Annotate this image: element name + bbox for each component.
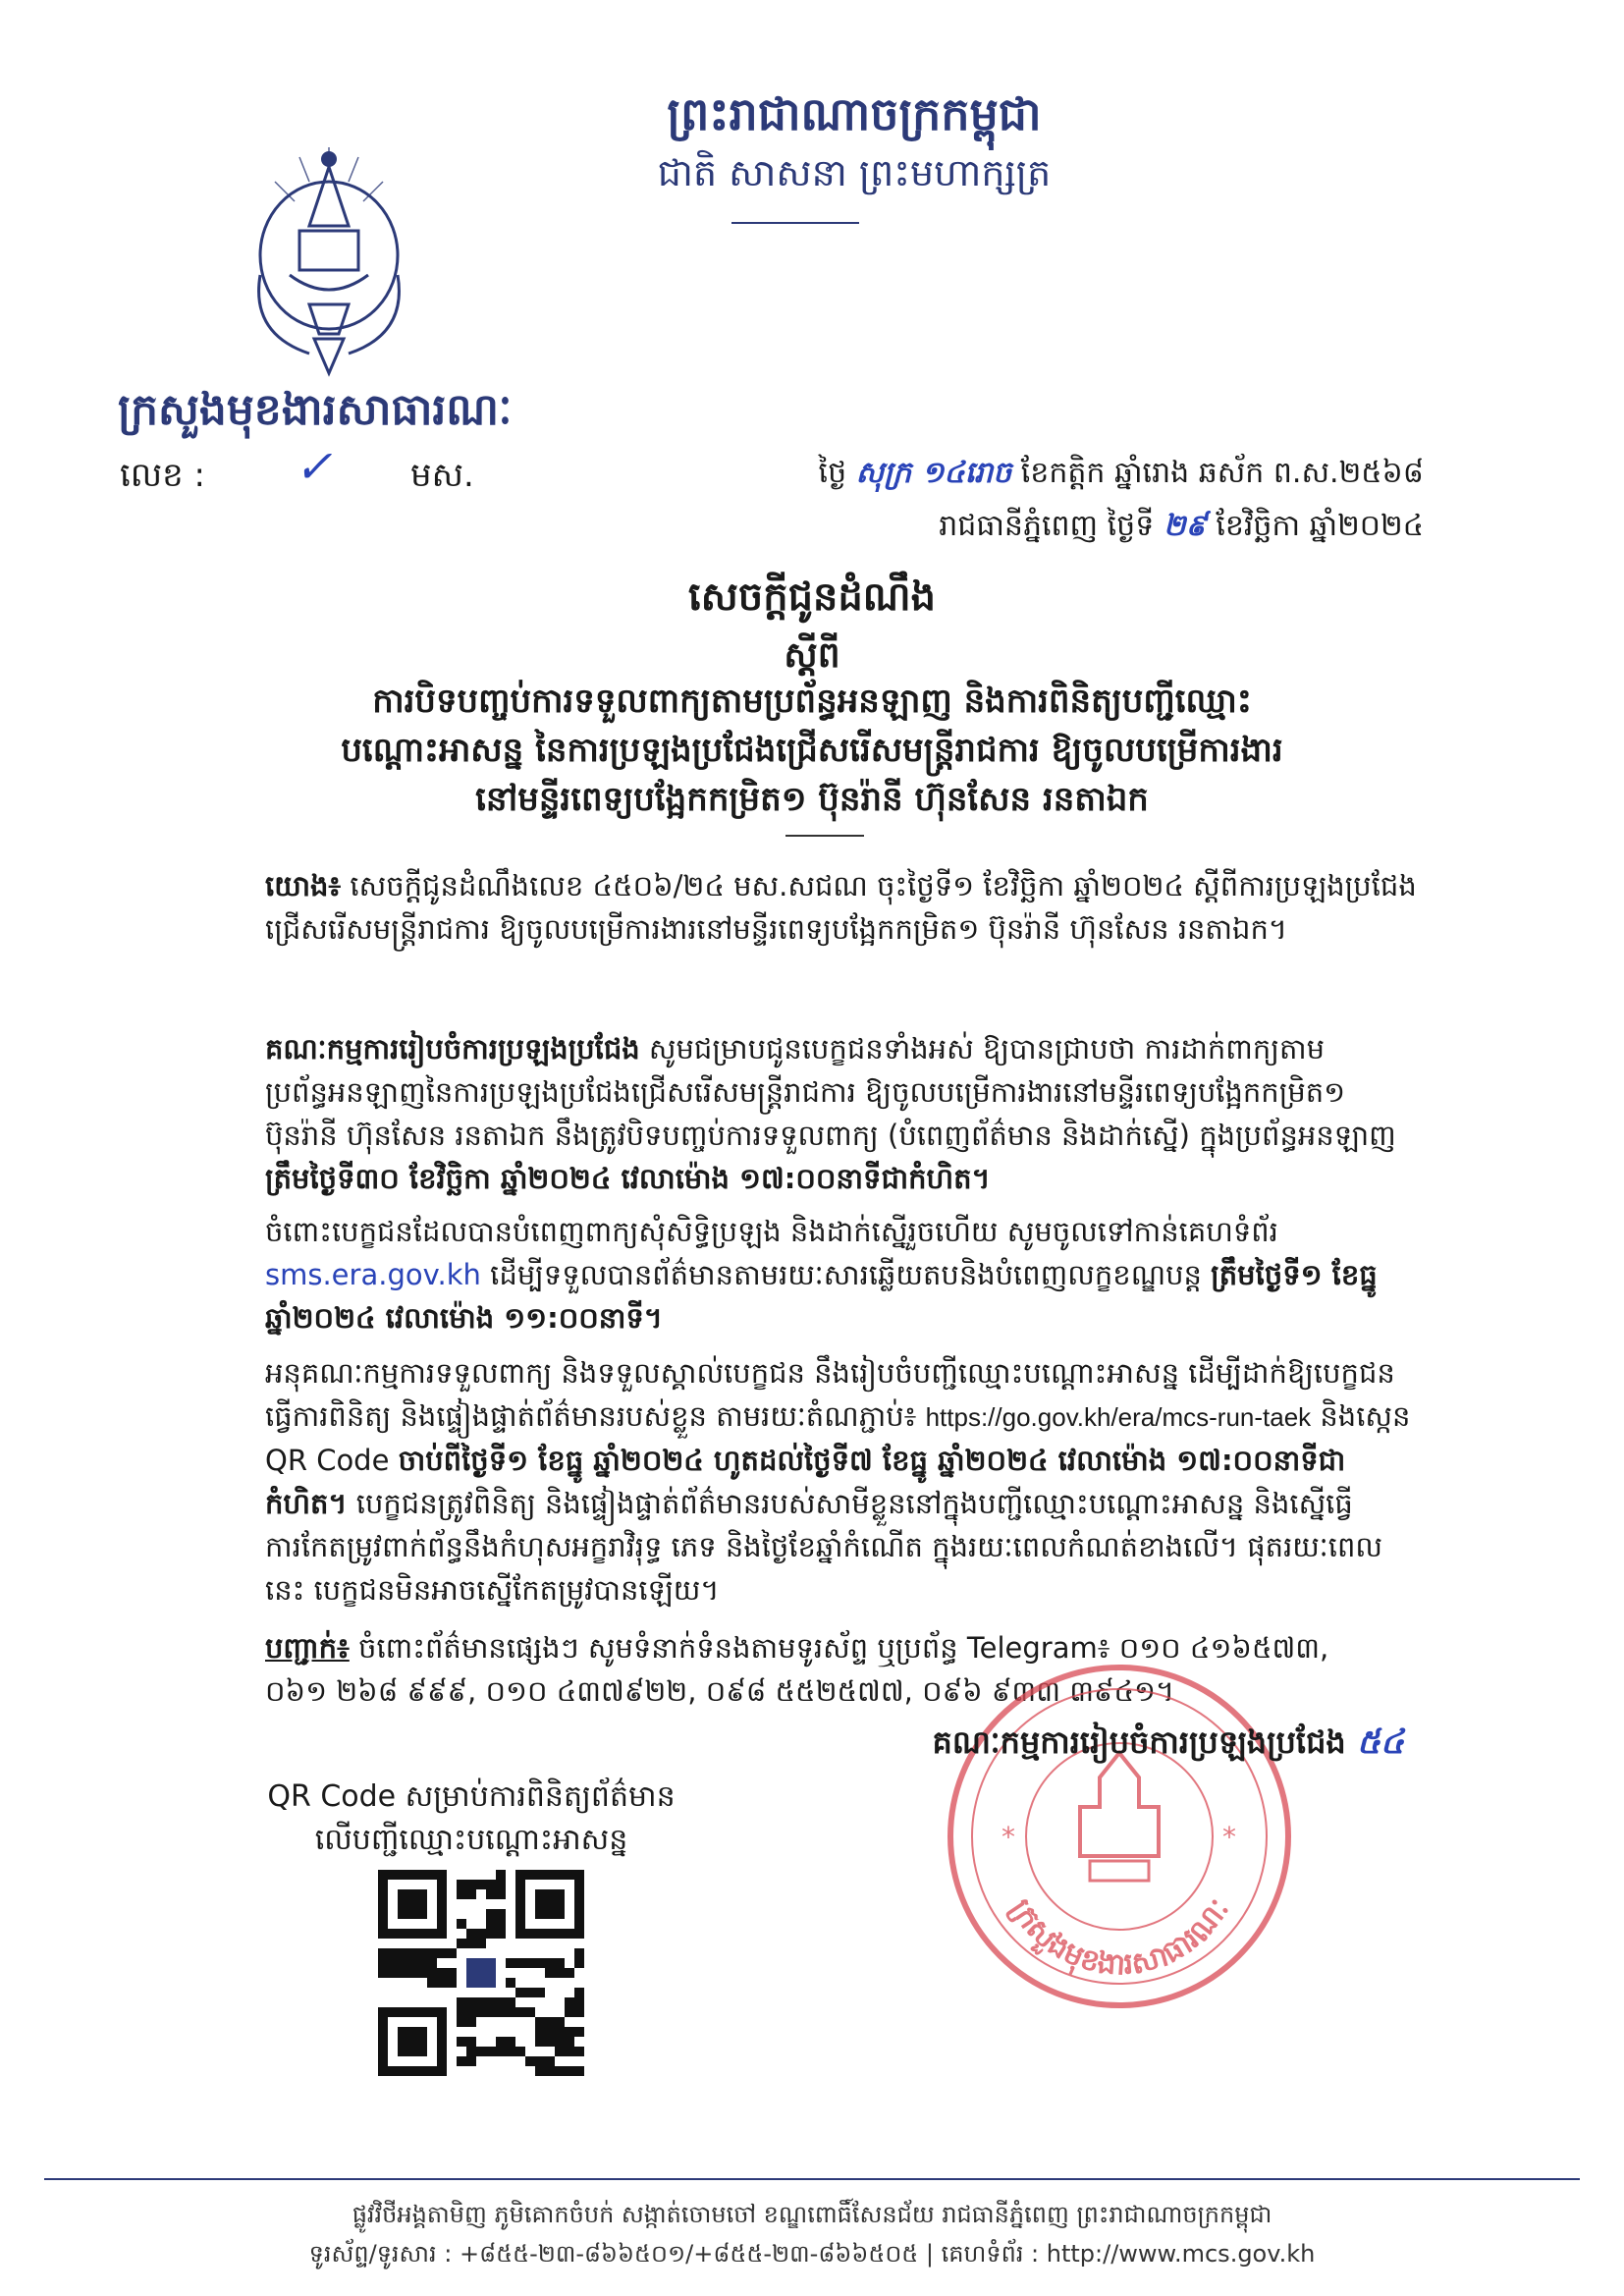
subject-line-3: នៅមន្ទីរពេទ្យបង្អែកកម្រិត១ ប៊ុនរ៉ានី ហ៊ុនសែន រនតាឯក — [475, 780, 1149, 819]
paragraph-3-text-2: និងស្កេន QR Code — [265, 1399, 1411, 1477]
ministry-emblem — [231, 137, 427, 393]
solar-date — [815, 507, 1424, 550]
reference-paragraph — [265, 864, 1424, 951]
reference-number-mark: ✓ — [295, 440, 333, 493]
qr-code[interactable] — [378, 1870, 584, 2076]
paragraph-1-text: សូមជម្រាបជូនបេក្ខជនទាំងអស់ ឱ្យបានជ្រាបថា ការដាក់ពាក្យតាមប្រព័ន្ធអនឡាញនៃការប្រឡងប្រជែងជ្រើសរើសមន្ត្រីរាជការ ឱ្យចូលបម្រើការងារនៅមន្ទីរពេទ្យបង្អែកកម្រិត១ ប៊ុនរ៉ានី ហ៊ុនសែន រនតាឯក នឹងត្រូវបិទបញ្ចប់ការទទួលពាក្យ (បំពេញព័ត៌មាន និងដាក់ស្នើ) ក្នុងប្រព័ន្ធអនឡាញ — [265, 1032, 1396, 1152]
lunar-date — [815, 454, 1424, 497]
footer-address: ផ្លូវវិថីអង្គតាមិញ ភូមិគោកចំបក់ សង្កាត់ចោមចៅ ខណ្ឌពោធិ៍សែនជ័យ រាជធានីភ្នំពេញ ព្រះរាជាណាចក្រកម្ពុជា — [352, 2201, 1272, 2228]
note-label: បញ្ជាក់៖ — [265, 1631, 350, 1665]
candidate-list-link[interactable]: https://go.gov.kh/era/mcs-run-taek — [925, 1402, 1312, 1432]
footer-divider — [44, 2178, 1580, 2180]
paragraph-1 — [265, 1027, 1414, 1200]
svg-text:*: * — [1222, 1821, 1236, 1853]
subject-divider — [785, 835, 864, 837]
paragraph-1-lead: គណៈកម្មការរៀបចំការប្រឡងប្រជែង — [265, 1032, 640, 1066]
paragraph-3-text-3: បេក្ខជនត្រូវពិនិត្យ និងផ្ទៀងផ្ទាត់ព័ត៌មានរបស់សាមីខ្លួននៅក្នុងបញ្ជីឈ្មោះបណ្តោះអាសន្ន និងស្នើធ្វើការកែតម្រូវពាក់ព័ន្ធនឹងកំហុសអក្ខរាវិរុទ្ធ ភេទ និងថ្ងៃខែឆ្នាំកំណើត ក្នុងរយៈពេលកំណត់ខាងលើ។ ផុតរយៈពេលនេះ បេក្ខជនមិនអាចស្នើកែតម្រូវបានឡើយ។ — [265, 1487, 1382, 1607]
subject-line-2: បណ្តោះអាសន្ន នៃការប្រឡងប្រជែងជ្រើសរើសមន្ត្រីរាជការ ឱ្យចូលបម្រើការងារ — [341, 731, 1283, 770]
paragraph-1-deadline: ត្រឹមថ្ងៃទី៣០ ខែវិច្ឆិកា ឆ្នាំ២០២៤ វេលាម៉ោង ១៧:០០នាទីជាកំហិត។ — [265, 1162, 991, 1195]
paragraph-2-text-2: ដើម្បីទទួលបានព័ត៌មានតាមរយៈសារឆ្លើយតបនិងបំពេញលក្ខខណ្ឌបន្ត — [490, 1258, 1202, 1291]
committee-signature: គណៈកម្មការរៀបចំការប្រឡងប្រជែង — [932, 1723, 1346, 1761]
solar-date-handwritten: ២៩ — [1163, 509, 1207, 543]
solar-date-suffix: ខែវិច្ឆិកា ឆ្នាំ២០២៤ — [1216, 509, 1424, 543]
note-phones: ០៦១ ២៦៨ ៩៩៩, ០១០ ៤៣៧៩២២, ០៩៨ ៥៥២៥៧៧, ០៩៦ ៩៣៣ ៣៩៤១។ — [265, 1674, 1175, 1708]
paragraph-3-text: អនុគណៈកម្មការទទួលពាក្យ និងទទួលស្គាល់បេក្ខជន នឹងរៀបចំបញ្ជីឈ្មោះបណ្តោះអាសន្ន ដើម្បីដាក់ឱ្យបេក្ខជន ធ្វើការពិនិត្យ និងផ្ទៀងផ្ទាត់ព័ត៌មានរបស់ខ្លួន តាមរយៈតំណភ្ជាប់៖ — [265, 1356, 1395, 1433]
svg-text:ក្រសួងមុខងារសាធារណៈ: ក្រសួងមុខងារសាធារណៈ — [1002, 1891, 1237, 1983]
paragraph-3-period: ចាប់ពីថ្ងៃទី១ ខែធ្នូ ឆ្នាំ២០២៤ ហូតដល់ថ្ងៃទី៧ ខែធ្នូ ឆ្នាំ២០២៤ វេលាម៉ោង ១៧:០០នាទីជាកំហិត។ — [265, 1444, 1346, 1520]
lunar-date-handwritten: សុក្រ ១៤រោច — [855, 456, 1012, 490]
document-about: ស្តីពី — [784, 635, 840, 676]
subject-line-1: ការបិទបញ្ចប់ការទទួលពាក្យតាមប្រព័ន្ធអនឡាញ និងការពិនិត្យបញ្ជីឈ្មោះ — [372, 682, 1252, 721]
qr-caption-line-1: QR Code សម្រាប់ការពិនិត្យព័ត៌មាន — [267, 1779, 676, 1814]
reference-text: សេចក្តីជូនដំណឹងលេខ ៤៥០៦/២៤ មស.សជណ ចុះថ្ងៃទី១ ខែវិច្ឆិកា ឆ្នាំ២០២៤ ស្តីពីការប្រឡងប្រជែងជ្រើសរើសមន្ត្រីរាជការ ឱ្យចូលបម្រើការងារនៅមន្ទីរពេទ្យបង្អែកកម្រិត១ ប៊ុនរ៉ានី ហ៊ុនសែន រនតាឯក។ — [265, 869, 1417, 946]
national-motto: ជាតិ សាសនា ព្រះមហាក្សត្រ — [657, 151, 1052, 194]
kingdom-heading: ព្រះរាជាណាចក្រកម្ពុជា — [667, 87, 1042, 140]
signature-initials: ៥៤ — [1356, 1722, 1404, 1762]
solar-date-prefix: រាជធានីភ្នំពេញ ថ្ងៃទី — [939, 509, 1155, 543]
reference-number-label: លេខ : — [120, 456, 206, 495]
header-divider — [731, 222, 859, 224]
note-text: ចំពោះព័ត៌មានផ្សេងៗ សូមទំនាក់ទំនងតាមទូរស័ព្ទ ឬប្រព័ន្ធ Telegram៖ ០១០ ៤១៦៥៧៣, — [358, 1631, 1329, 1665]
paragraph-2 — [265, 1210, 1414, 1339]
paragraph-3 — [265, 1351, 1414, 1612]
document-title: សេចក្តីជូនដំណឹង — [688, 574, 936, 620]
lunar-date-suffix: ខែកត្តិក ឆ្នាំរោង ឆស័ក ព.ស.២៥៦៨ — [1020, 456, 1424, 490]
footer-contact: ទូរស័ព្ទ/ទូរសារ : +៨៥៥-២៣-៨៦៦៥០១/+៨៥៥-២៣-៨៦៦៥០៥ | គេហទំព័រ : http://www.mcs.gov.kh — [308, 2240, 1316, 2268]
lunar-date-prefix: ថ្ងៃ — [818, 456, 847, 490]
reference-label: យោង៖ — [265, 869, 342, 902]
svg-text:*: * — [1001, 1821, 1015, 1853]
paragraph-2-text: ចំពោះបេក្ខជនដែលបានបំពេញពាក្យសុំសិទ្ធិប្រឡង និងដាក់ស្នើរួចហើយ សូមចូលទៅកាន់គេហទំព័រ — [265, 1215, 1278, 1248]
qr-caption-line-2: លើបញ្ជីឈ្មោះបណ្តោះអាសន្ន — [314, 1823, 628, 1857]
official-seal — [943, 1660, 1296, 2013]
reference-number-suffix: មស. — [410, 456, 474, 495]
signature-block — [854, 1721, 1404, 1770]
ministry-name: ក្រសួងមុខងារសាធារណៈ — [118, 385, 513, 435]
sms-portal-link[interactable]: sms.era.gov.kh — [265, 1258, 481, 1291]
paragraph-2-deadline: ត្រឹមថ្ងៃទី១ ខែធ្នូ ឆ្នាំ២០២៤ វេលាម៉ោង ១១:០០នាទី។ — [265, 1258, 1378, 1335]
